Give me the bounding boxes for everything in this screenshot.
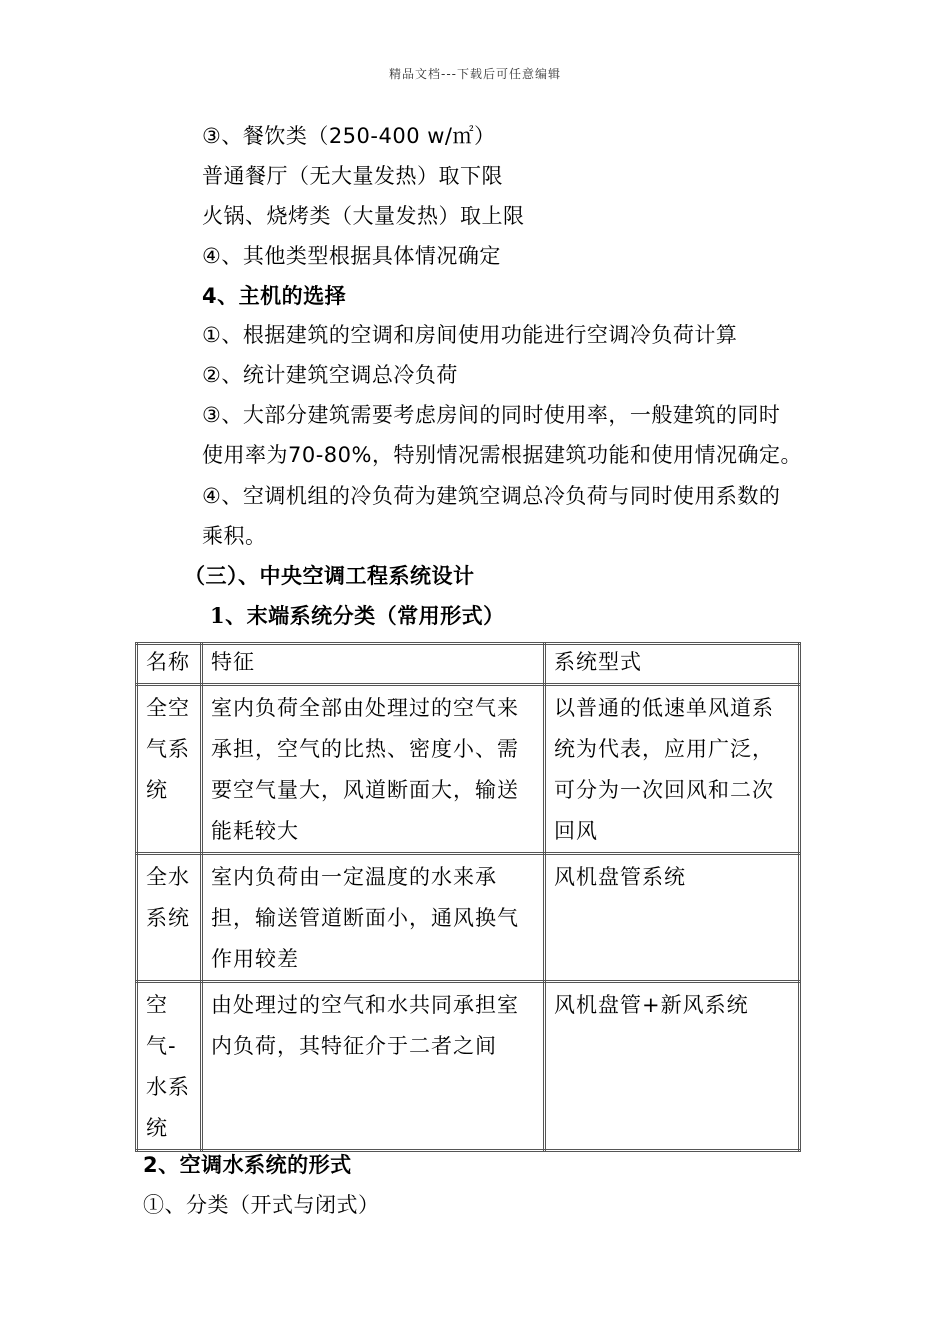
table-header-cell: 名称 (137, 644, 202, 685)
system-table (135, 642, 801, 1152)
table-row (137, 854, 800, 982)
table-header-cell: 系统型式 (545, 644, 800, 685)
table-header-cell: 特征 (202, 644, 545, 685)
text-line: 普通餐厅（无大量发热）取下限 (202, 164, 503, 188)
table-cell-feature: 由处理过的空气和水共同承担室内负荷，其特征介于二者之间 (202, 982, 545, 1151)
table-cell-feature: 室内负荷全部由处理过的空气来承担，空气的比热、密度小、需要空气量大，风道断面大，输送能耗较大 (202, 685, 545, 854)
table-cell-feature: 室内负荷由一定温度的水来承担，输送管道断面小，通风换气作用较差 (202, 854, 545, 982)
table-cell-name: 全水系统 (137, 854, 202, 982)
section-heading-host: 4、主机的选择 (202, 284, 347, 308)
text-line: ③、大部分建筑需要考虑房间的同时使用率，一般建筑的同时 (202, 403, 781, 427)
text-line: ①、根据建筑的空调和房间使用功能进行空调冷负荷计算 (202, 323, 738, 347)
section-heading-system: （三）、中央空调工程系统设计 (184, 564, 475, 588)
table-cell-name: 空气-水系统 (137, 982, 202, 1151)
table-cell-name: 全空气系统 (137, 685, 202, 854)
section-heading-water: 2、空调水系统的形式 (143, 1153, 352, 1177)
table-cell-type: 以普通的低速单风道系统为代表，应用广泛，可分为一次回风和二次回风 (545, 685, 800, 854)
table-row (137, 982, 800, 1151)
text-line: ②、统计建筑空调总冷负荷 (202, 363, 458, 387)
text-line: 乘积。 (202, 524, 267, 548)
table-header-row (137, 644, 800, 685)
text-line: ④、空调机组的冷负荷为建筑空调总冷负荷与同时使用系数的 (202, 484, 781, 508)
text-line: 火锅、烧烤类（大量发热）取上限 (202, 204, 525, 228)
text-line: ③、餐饮类（250-400 w/㎡） (202, 124, 496, 148)
table-cell-type: 风机盘管系统 (545, 854, 800, 982)
subsection-heading: 1、末端系统分类（常用形式） (210, 603, 505, 628)
text-line: ①、分类（开式与闭式） (143, 1193, 380, 1217)
text-line: ④、其他类型根据具体情况确定 (202, 244, 501, 268)
table-cell-type: 风机盘管+新风系统 (545, 982, 800, 1151)
table-row (137, 685, 800, 854)
text-line: 使用率为70-80%，特别情况需根据建筑功能和使用情况确定。 (202, 443, 802, 467)
page-watermark: 精品文档---下载后可任意编辑 (389, 67, 561, 81)
